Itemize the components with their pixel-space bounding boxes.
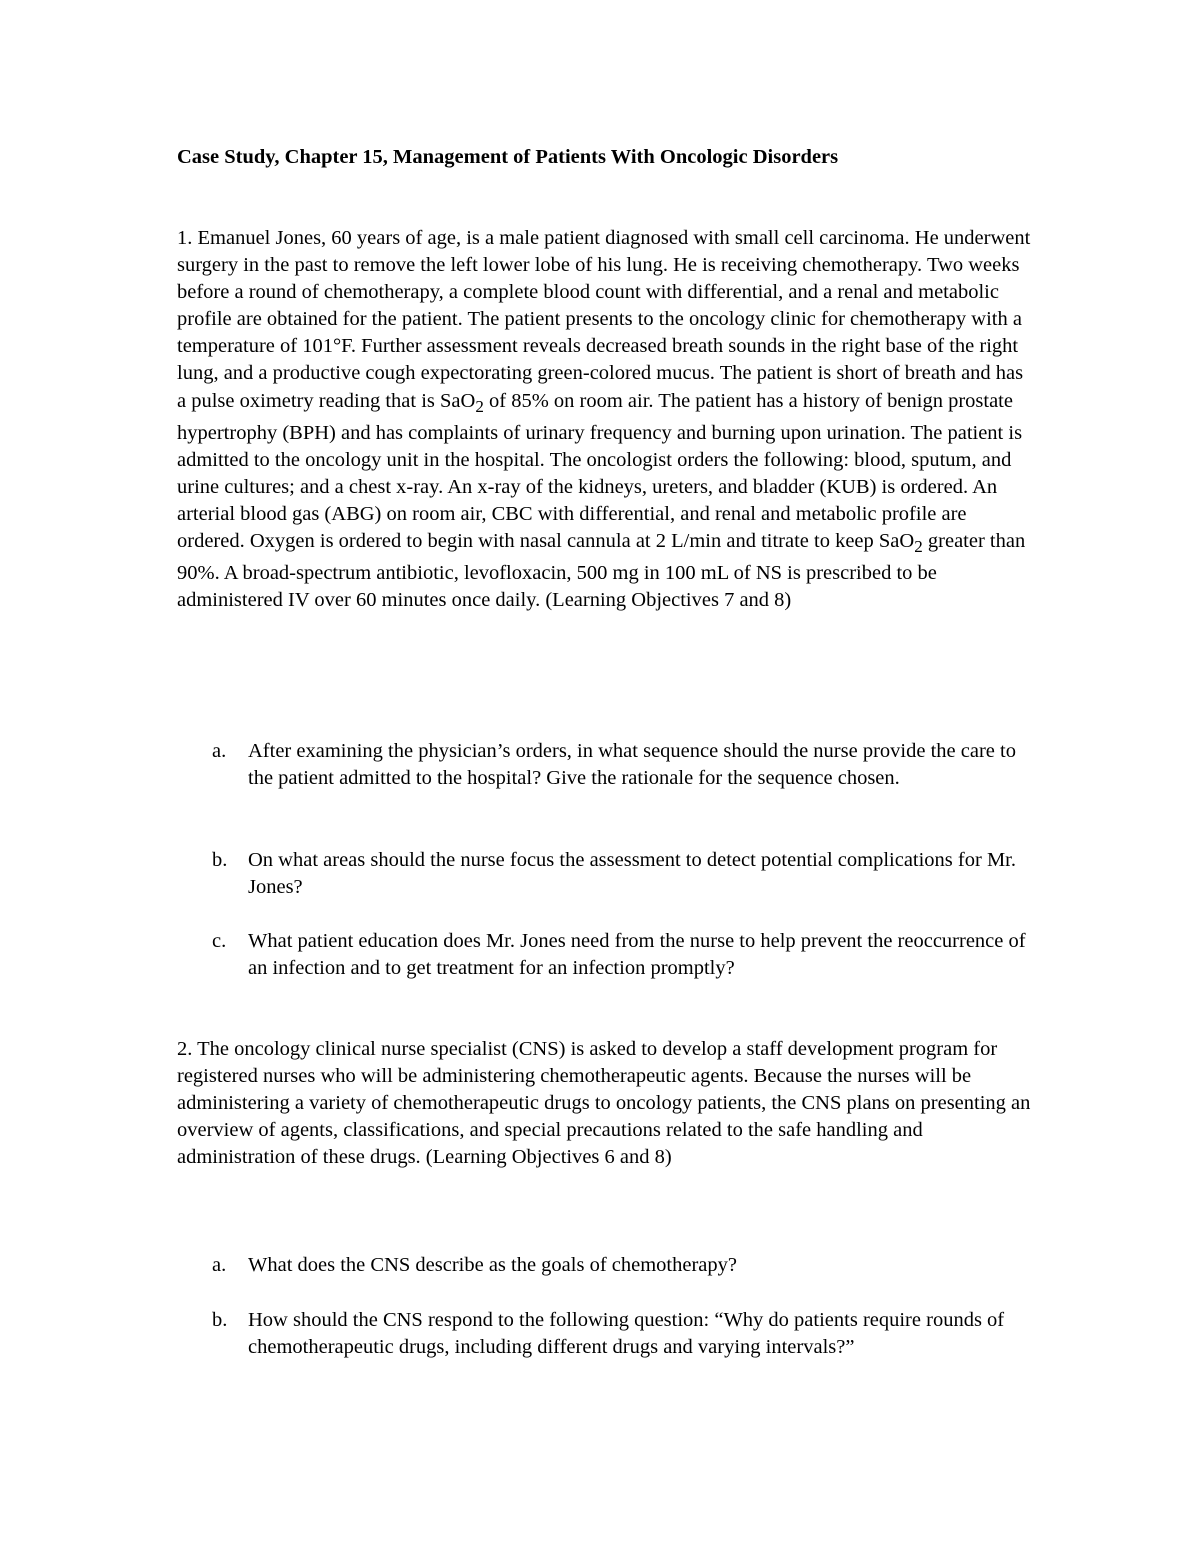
question-1-text-part-1: 1. Emanuel Jones, 60 years of age, is a male patient diagnosed with small cell carcinoma. He underwent surgery in the past to remove the left lower lobe of his lung. He is receiving chemotherapy. Two weeks before a round of chemotherapy, a complete blood count with differential, and a renal and metabolic profile are obtained for the patient. The patient presents to the oncology clinic for chemotherapy with a temperature of 101°F. Further assessment reveals decreased breath sounds in the right base of the right lung, and a productive cough expectorating green-colored mucus. The patient is short of breath and has a pulse oximetry reading that is SaO (177, 227, 1031, 412)
question-1a-text: After examining the physician’s orders, in what sequence should the nurse provide the care to the patient admitted to the hospital? Give the rationale for the sequence chosen. (248, 740, 1016, 790)
question-1-text-part-2: of 85% on room air. The patient has a history of benign prostate hypertrophy (BPH) and has complaints of urinary frequency and burning upon urination. The patient is admitted to the oncology unit in the hospital. The oncologist orders the following: blood, sputum, and urine cultures; and a chest x-ray. An x-ray of the kidneys, ureters, and bladder (KUB) is ordered. An arterial blood gas (ABG) on room air, CBC with differential, and renal and metabolic profile are ordered. Oxygen is ordered to begin with nasal cannula at 2 L/min and titrate to keep SaO (177, 389, 1023, 553)
question-1-paragraph (177, 225, 1037, 615)
sao2-subscript: 2 (914, 537, 923, 557)
question-2a (212, 1252, 1032, 1279)
question-1-text-part-3: greater than 90%. A broad-spectrum antibiotic, levofloxacin, 500 mg in 100 mL of NS is prescribed to be administered IV over 60 minutes once daily. (Learning Objectives 7 and 8) (177, 530, 1026, 612)
question-2b-text: How should the CNS respond to the following question: “Why do patients require rounds of chemotherapeutic drugs, including different drugs and varying intervals?” (248, 1309, 1005, 1359)
question-2b (212, 1307, 1032, 1361)
question-1b (212, 847, 1032, 901)
question-1c-letter: c. (212, 930, 227, 952)
question-2-paragraph: 2. The oncology clinical nurse specialist (CNS) is asked to develop a staff development program for registered nurses who will be administering chemotherapeutic agents. Because the nurses will be administering a variety of chemotherapeutic drugs to oncology patients, the CNS plans on presenting an overview of agents, classifications, and special precautions related to the safe handling and administration of these drugs. (Learning Objectives 6 and 8) (177, 1038, 1031, 1169)
question-2a-letter: a. (212, 1254, 227, 1276)
question-1c (212, 928, 1032, 982)
question-1b-text: On what areas should the nurse focus the assessment to detect potential complications for Mr. Jones? (248, 849, 1016, 899)
sao2-subscript: 2 (475, 396, 484, 416)
question-1c-text: What patient education does Mr. Jones need from the nurse to help prevent the reoccurrence of an infection and to get treatment for an infection promptly? (248, 930, 1026, 980)
question-2b-letter: b. (212, 1309, 228, 1331)
question-1b-letter: b. (212, 849, 228, 871)
question-2a-text: What does the CNS describe as the goals of chemotherapy? (248, 1254, 737, 1276)
question-1a (212, 738, 1032, 792)
document-title: Case Study, Chapter 15, Management of Patients With Oncologic Disorders (177, 146, 839, 168)
question-1a-letter: a. (212, 740, 227, 762)
